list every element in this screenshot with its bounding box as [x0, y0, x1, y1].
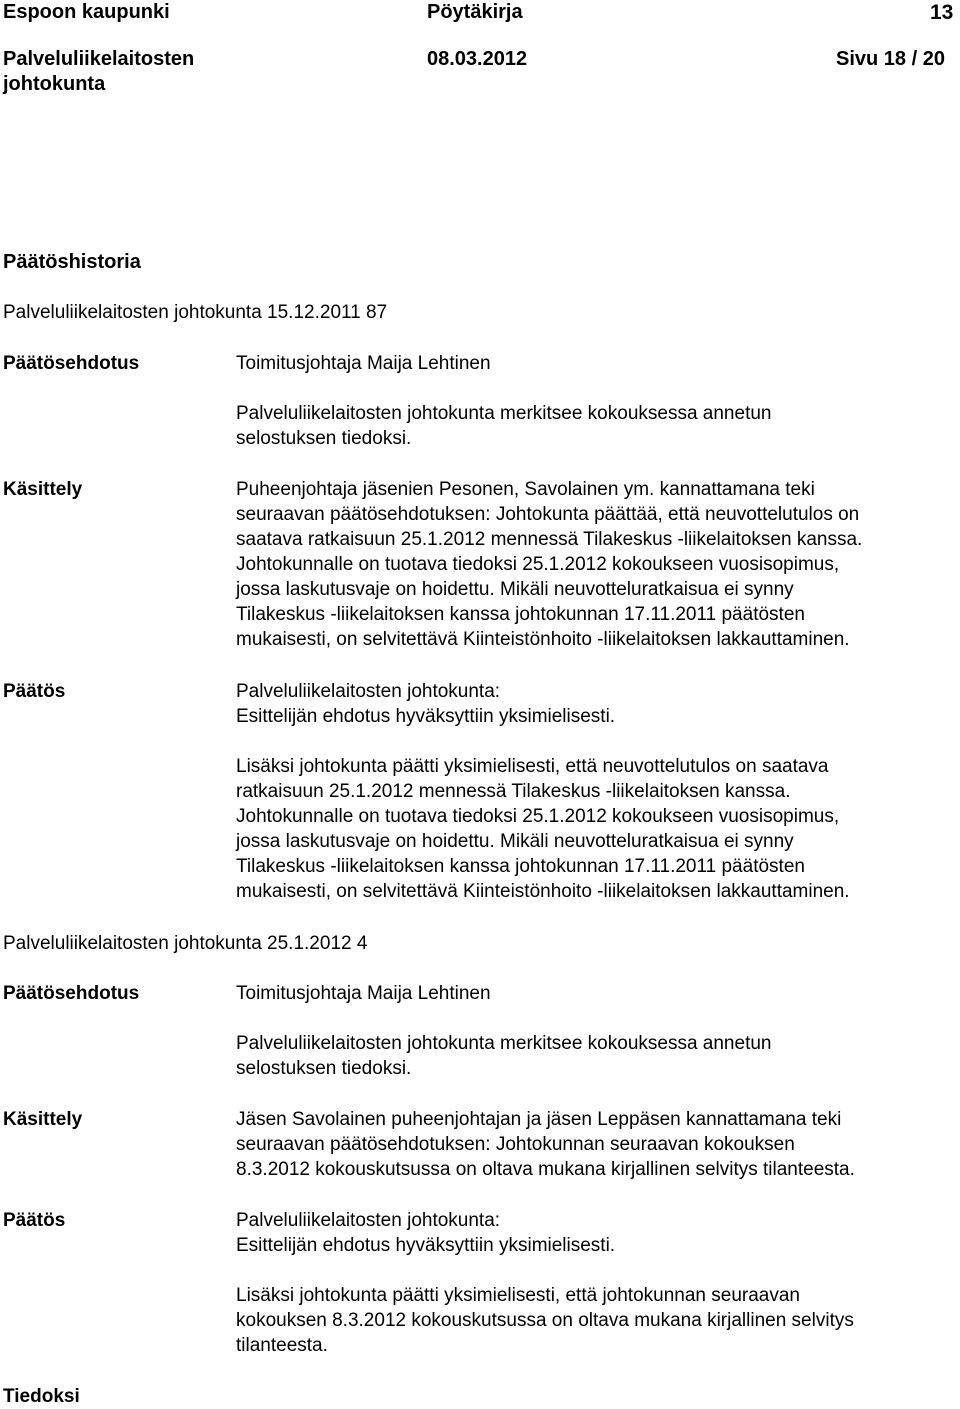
meeting1-ehdotus-label: Päätösehdotus [3, 353, 140, 374]
meeting1-ref: Palveluliikelaitosten johtokunta 15.12.2011 87 [3, 302, 388, 323]
meeting1-paatos-text: Palveluliikelaitosten johtokunta: Esittelijän ehdotus hyväksyttiin yksimielisesti. Lisäksi johtokunta päätti yksimielisesti, että neuvottelutulos on saatava ratkaisuun 25.1.2012 mennessä Tilakeskus -liikelaitoksen kanssa. Johtokunnalle on tuotava tiedoksi 25.1.2012 kokoukseen vuosisopimus, jossa laskutusvaje on hoidettu. Mikäli neuvotteluratkaisua ei synny Tilakeskus -liikelaitoksen kanssa johtokunnan 17.11.2011 päätösten mukaisesti, on selvitettävä Kiinteistönhoito -liikelaitoksen lakkauttaminen. [236, 681, 850, 902]
meeting2-paatos-text: Palveluliikelaitosten johtokunta: Esittelijän ehdotus hyväksyttiin yksimielisesti. Lisäksi johtokunta päätti yksimielisesti, että johtokunnan seuraavan kokouksen 8.3.2012 kokouskutsussa on oltava mukana kirjallinen selvitys tilanteesta. [236, 1210, 854, 1356]
meeting1-kasittely-label: Käsittely [3, 479, 83, 500]
tiedoksi-label: Tiedoksi [3, 1386, 80, 1407]
header-doc-type: Pöytäkirja [427, 1, 523, 23]
header-body-line1: Palveluliikelaitosten [3, 48, 195, 70]
header-org: Espoon kaupunki [3, 1, 170, 23]
header-body-line2: johtokunta [3, 73, 106, 95]
meeting2-ehdotus-label: Päätösehdotus [3, 983, 140, 1004]
header-section-number: 13 [930, 1, 954, 24]
header-date: 08.03.2012 [427, 48, 528, 70]
meeting2-ehdotus-text: Toimitusjohtaja Maija Lehtinen Palveluliikelaitosten johtokunta merkitsee kokouksessa annetun selostuksen tiedoksi. [236, 983, 772, 1079]
meeting1-paatos-label: Päätös [3, 681, 66, 702]
meeting2-kasittely-label: Käsittely [3, 1109, 83, 1130]
meeting1-kasittely-text: Puheenjohtaja jäsenien Pesonen, Savolainen ym. kannattamana teki seuraavan päätösehdotuksen: Johtokunta päättää, että neuvottelutulos on saatava ratkaisuun 25.1.2012 mennessä Tilakeskus -liikelaitoksen kanssa. Johtokunnalle on tuotava tiedoksi 25.1.2012 kokoukseen vuosisopimus, jossa laskutusvaje on hoidettu. Mikäli neuvotteluratkaisua ei synny Tilakeskus -liikelaitoksen kanssa johtokunnan 17.11.2011 päätösten mukaisesti, on selvitettävä Kiinteistönhoito -liikelaitoksen lakkauttaminen. [236, 479, 863, 650]
meeting2-paatos-label: Päätös [3, 1210, 66, 1231]
header-page: Sivu 18 / 20 [836, 48, 945, 70]
meeting1-ehdotus-text: Toimitusjohtaja Maija Lehtinen Palveluliikelaitosten johtokunta merkitsee kokouksessa annetun selostuksen tiedoksi. [236, 353, 772, 449]
meeting2-kasittely-text: Jäsen Savolainen puheenjohtajan ja jäsen Leppäsen kannattamana teki seuraavan päätösehdotuksen: Johtokunnan seuraavan kokouksen 8.3.2012 kokouskutsussa on oltava mukana kirjallinen selvitys tilanteesta. [236, 1109, 855, 1180]
meeting2-ref: Palveluliikelaitosten johtokunta 25.1.2012 4 [3, 933, 368, 954]
history-title: Päätöshistoria [3, 251, 141, 273]
